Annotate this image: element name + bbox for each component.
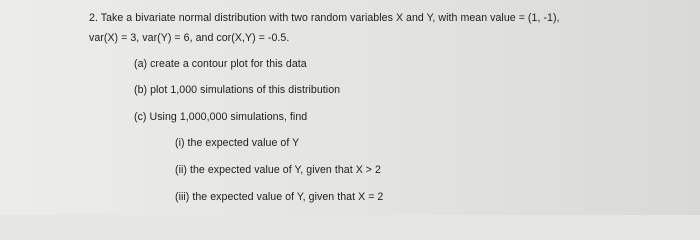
- subpart-ii: (ii) the expected value of Y, given that X > 2: [175, 164, 381, 176]
- subpart-i: (i) the expected value of Y: [175, 137, 300, 149]
- part-a: (a) create a contour plot for this data: [134, 58, 307, 70]
- part-c: (c) Using 1,000,000 simulations, find: [134, 111, 308, 123]
- subpart-iii: (iii) the expected value of Y, given that X = 2: [175, 191, 384, 203]
- question-intro-line-2: var(X) = 3, var(Y) = 6, and cor(X,Y) = -0.5.: [89, 32, 290, 44]
- part-b: (b) plot 1,000 simulations of this distribution: [134, 84, 341, 96]
- question-intro-line-1: 2. Take a bivariate normal distribution with two random variables X and Y, with mean value = (1, -1),: [89, 12, 560, 24]
